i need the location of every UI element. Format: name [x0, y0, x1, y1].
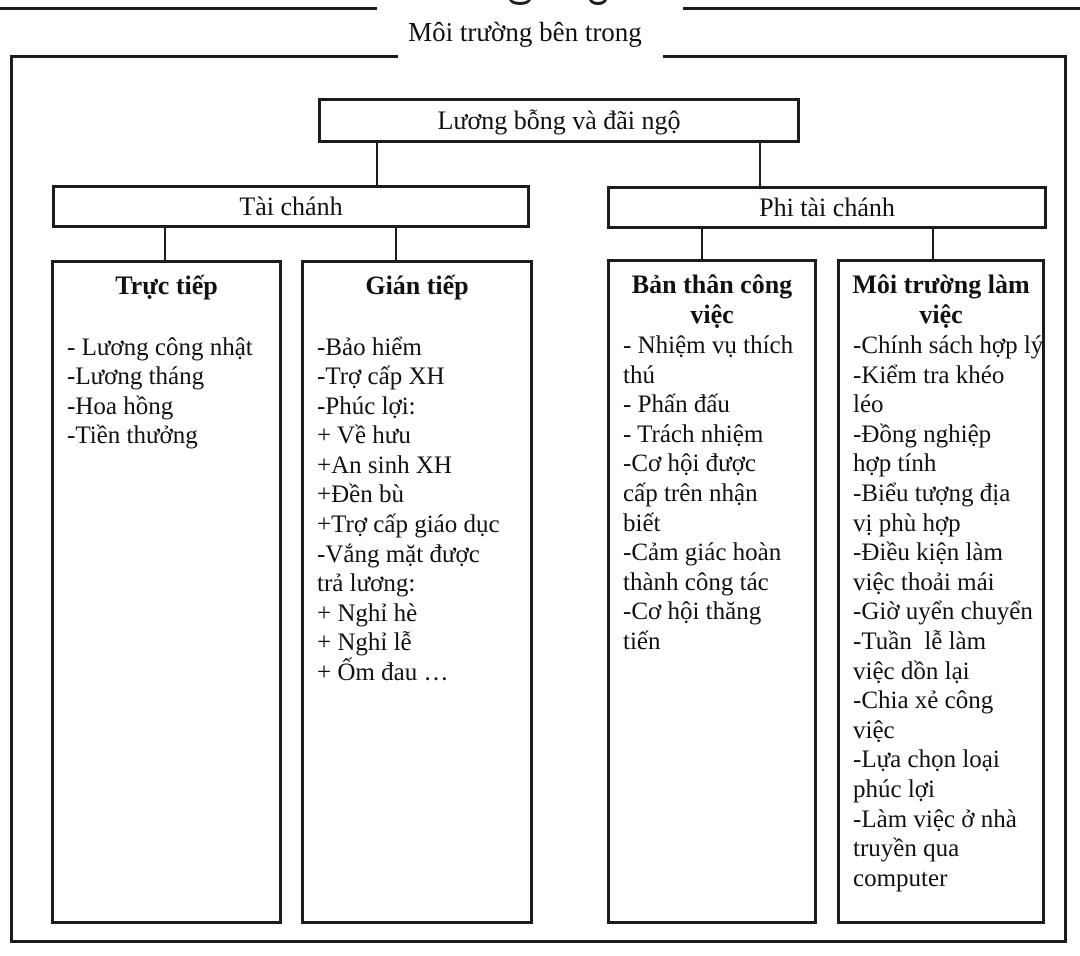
connector-tai-chanh-to-gian-tiep: [395, 228, 397, 260]
outer-frame-border-gap: [398, 52, 663, 61]
connector-root-to-tai-chanh: [376, 143, 378, 185]
connector-tai-chanh-to-truc-tiep: [164, 228, 166, 260]
column-gian-tiep-header: Gián tiếp: [365, 271, 469, 300]
top-clipped-text-fragment: [589, 0, 607, 5]
node-root-label: Lương bỗng và đãi ngộ: [437, 105, 681, 135]
connector-phi-tai-chanh-to-moi-truong: [932, 229, 934, 259]
column-truc-tiep: [51, 260, 282, 924]
top-clipped-rule-left: [0, 7, 377, 10]
column-truc-tiep-header: Trực tiếp: [115, 271, 218, 300]
column-moi-truong-lam-viec-header: Môi trường làm việc: [852, 270, 1030, 329]
column-moi-truong-lam-viec-list: -Chính sách hợp lý -Kiểm tra khéo léo -Đồng nghiệp hợp tính -Biểu tượng địa vị phù hợp -Điều kiện làm việc thoải mái -Giờ uyển chuyển -Tuần lễ làm việc dồn lại -Chia xẻ công việc -Lựa chọn loại phúc lợi -Làm việc ở nhà truyền qua computer: [853, 332, 1044, 892]
column-ban-than-cong-viec: [607, 259, 817, 924]
column-truc-tiep-list: - Lương công nhật -Lương tháng -Hoa hồng -Tiền thưởng: [67, 333, 253, 450]
node-tai-chanh: [52, 185, 530, 228]
top-clipped-text-fragment: [509, 0, 531, 5]
top-clipped-rule-right: [683, 7, 1080, 10]
column-gian-tiep-list: -Bảo hiểm -Trợ cấp XH -Phúc lợi: + Về hưu +An sinh XH +Đền bù +Trợ cấp giáo dục -Vắng mặt được trả lương: + Nghỉ hè + Nghỉ lễ + Ốm đau …: [317, 333, 500, 687]
connector-root-to-phi-tai-chanh: [759, 143, 761, 186]
node-tai-chanh-label: Tài chánh: [239, 191, 343, 221]
node-root: [318, 98, 800, 143]
connector-phi-tai-chanh-to-ban-than: [701, 229, 703, 259]
column-ban-than-cong-viec-list: - Nhiệm vụ thích thú - Phấn đấu - Trách nhiệm -Cơ hội được cấp trên nhận biết -Cảm giác hoàn thành công tác -Cơ hội thăng tiến: [623, 332, 794, 655]
column-gian-tiep: [301, 260, 533, 924]
column-moi-truong-lam-viec: [837, 259, 1045, 924]
figure-title: Môi trường bên trong: [408, 17, 642, 47]
node-phi-tai-chanh: [607, 186, 1047, 229]
column-ban-than-cong-viec-header: Bản thân công việc: [631, 270, 793, 329]
node-phi-tai-chanh-label: Phi tài chánh: [759, 192, 895, 222]
